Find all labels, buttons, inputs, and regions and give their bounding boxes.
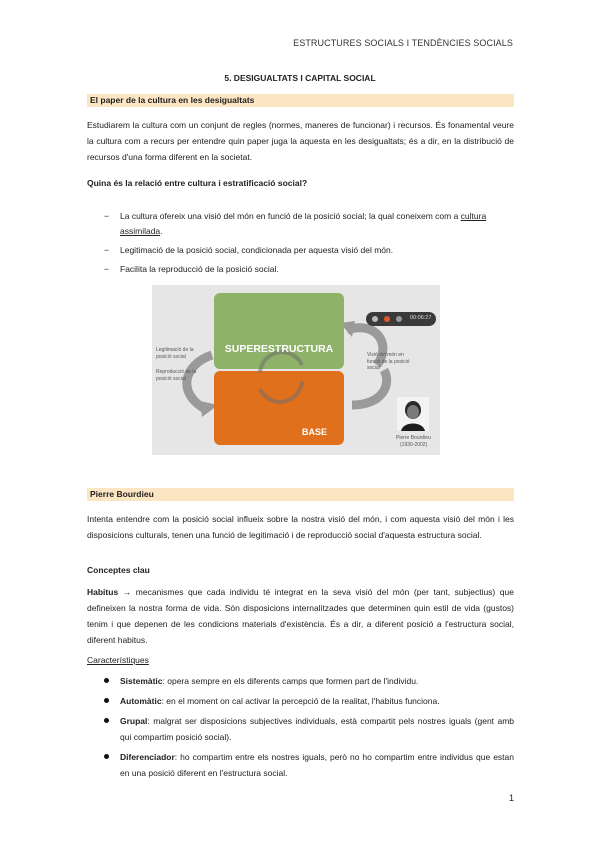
relation-list — [100, 209, 514, 281]
running-header: ESTRUCTURES SOCIALS I TENDÈNCIES SOCIALS — [293, 38, 513, 48]
close-icon[interactable] — [396, 316, 402, 322]
bourdieu-diagram — [152, 285, 440, 455]
base-label: BASE — [302, 427, 328, 437]
video-controls[interactable] — [366, 312, 436, 326]
cultura-assimilada-link[interactable]: cultura assimilada — [120, 211, 487, 236]
stop-icon[interactable] — [372, 316, 378, 322]
characteristics-heading: Característiques — [87, 655, 149, 665]
list-item: − Legitimació de la posició social, condicionada per aquesta visió del món. — [104, 245, 394, 255]
list-item: − Facilita la reproducció de la posició social. — [104, 264, 279, 274]
list-item: Sistemàtic: opera sempre en els diferents camps que formen part de l'individu. — [100, 673, 514, 689]
bourdieu-paragraph: Intenta entendre com la posició social influeix sobre la nostra visió del món, i com aquesta visió del món i les disposicions culturals, tenen una funció de legitimació i de reproducció social d'aquesta estructura social. — [87, 514, 514, 540]
section-heading-bourdieu: Pierre Bourdieu — [87, 488, 514, 501]
cycle-arrow-bottom — [260, 381, 302, 402]
list-item: Automàtic: en el moment on cal activar la percepció de la realitat, l'habitus funciona. — [100, 693, 514, 709]
visio-note: Visió del món en funció de la posició social — [367, 352, 410, 371]
list-item: Diferenciador: ho compartim entre els nostres iguals, però no ho compartim entre individus que estan en una posició diferent en l'estructura social. — [100, 749, 514, 781]
page-number: 1 — [508, 793, 514, 803]
list-item: − La cultura ofereix una visió del món en funció de la posició social; la qual coneixem com a cultura assimilada. — [104, 211, 487, 236]
intro-paragraph: Estudiarem la cultura com un conjunt de regles (normes, maneres de funcionar) i recursos. És fonamental veure la cultura com a recurs per entendre quin paper juga la aquesta en les desigualtats; és a dir, en la distribució de recursos d'una forma diferent en la societat. — [87, 120, 514, 162]
cycle-arrow-top — [260, 352, 302, 373]
section-heading-culture: El paper de la cultura en les desigualtats — [87, 94, 514, 107]
portrait-caption-years: (1930-2002) — [400, 442, 428, 448]
legitimacio-note: Legitimació de la posició social — [156, 347, 194, 360]
habitus-definition: Habitus → mecanismes que cada individu té integrat en la seva visió del món (per tant, subjectius) que defineixen la nostra forma de vida. Són disposicions internalitzades que determinen quin estil de vida (gustos) tenim i que depenen de les condicions materials d'existència. És a dir, a diferent posició a l'estructura social, diferent habitus. — [87, 587, 514, 645]
superestructura-label: SUPERESTRUCTURA — [224, 343, 334, 355]
list-item: Grupal: malgrat ser disposicions subjectives individuals, està compartit pels nostres iguals (gent amb qui compartim posició social). — [100, 713, 514, 745]
characteristics-list — [100, 673, 514, 785]
chapter-title: 5. DESIGUALTATS I CAPITAL SOCIAL — [224, 73, 376, 83]
record-icon[interactable] — [384, 316, 390, 322]
question-heading: Quina és la relació entre cultura i estratificació social? — [87, 178, 308, 188]
portrait-caption-name: Pierre Bourdieu — [396, 435, 431, 441]
timer: 00:06:27 — [410, 315, 432, 321]
reproduccio-note: Reproducció de la posició social — [156, 369, 197, 382]
habitus-term: Habitus — [87, 587, 119, 597]
bourdieu-portrait — [397, 397, 429, 431]
concepts-heading: Conceptes clau — [87, 565, 150, 575]
